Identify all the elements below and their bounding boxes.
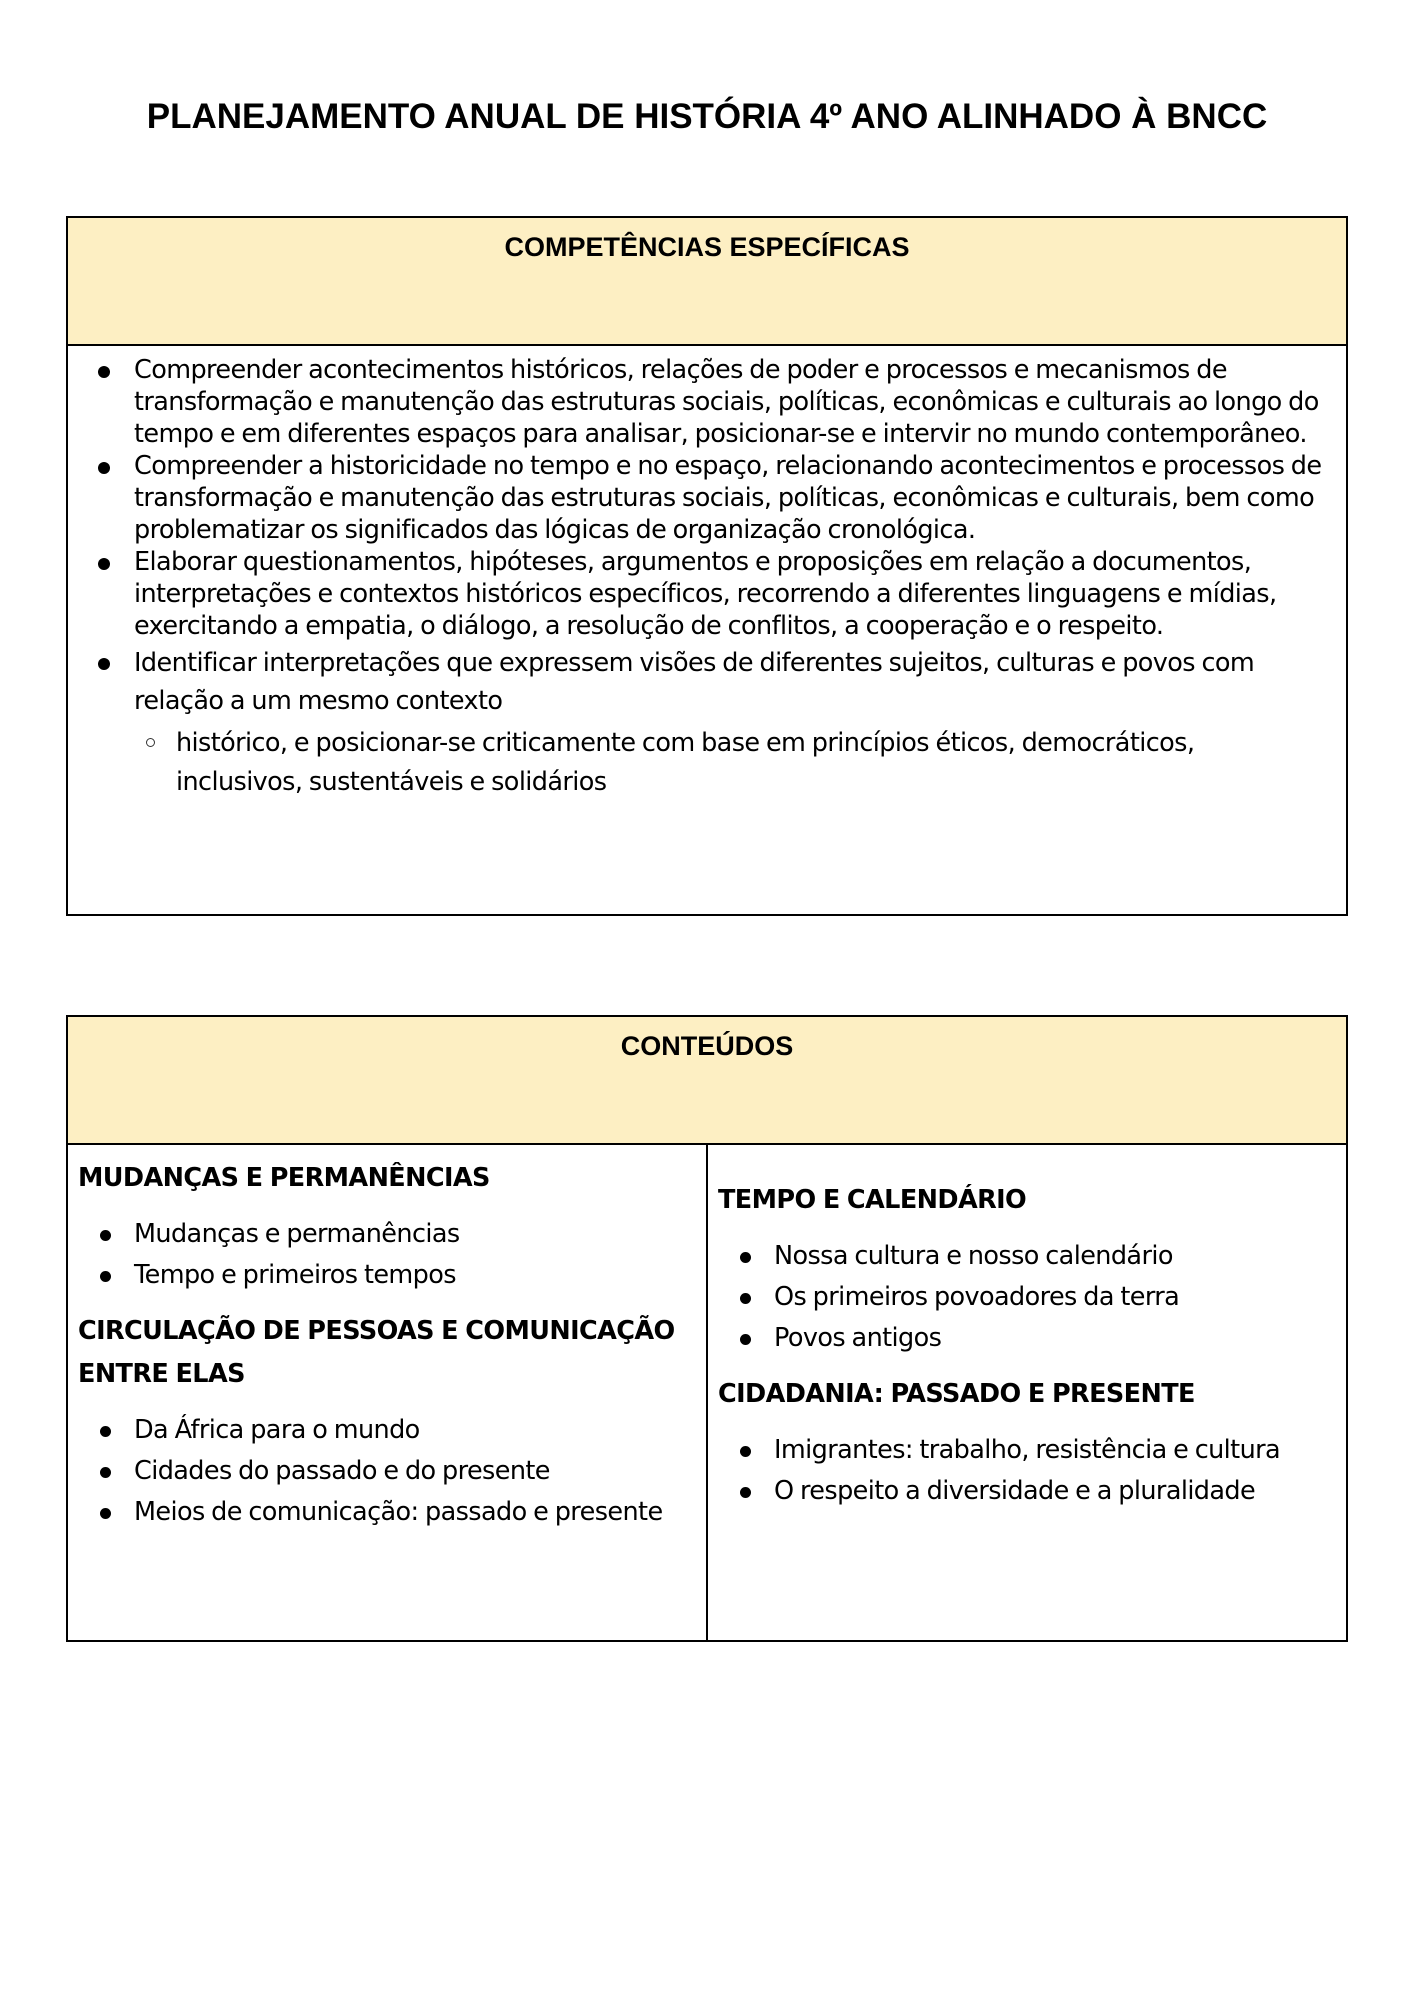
topic-text: Tempo e primeiros tempos [134,1260,456,1290]
topic-item [78,1451,706,1492]
competencia-text: Compreender acontecimentos históricos, relações de poder e processos e mecanismos de transformação e manutenção das estruturas sociais, políticas, econômicas e culturais ao longo do tempo e em diferentes espaços para analisar, posicionar-se e intervir no mundo contemporâneo. [134,355,1319,449]
topic-text: Mudanças e permanências [134,1219,460,1249]
conteudos-heading: CONTEÚDOS [68,1017,1346,1145]
conteudos-right-column [706,1145,1346,1640]
topic-text: Da África para o mundo [134,1415,420,1445]
topic-item [718,1277,1346,1318]
bullet-icon [98,366,110,378]
bullet-icon [740,1446,751,1457]
topic-item [78,1410,706,1451]
competencia-item [68,354,1346,450]
bullet-icon [100,1271,111,1282]
bullet-icon [740,1334,751,1345]
competencias-list [68,354,1346,720]
competencia-sub-item [68,724,1346,802]
bullet-icon [740,1293,751,1304]
section-title-circulacao: CIRCULAÇÃO DE PESSOAS E COMUNICAÇÃO ENTRE ELAS [78,1316,675,1389]
topic-item [718,1318,1346,1359]
competencia-text: Identificar interpretações que expressem visões de diferentes sujeitos, culturas e povos com relação a um mesmo contexto [134,648,1255,716]
bullet-icon [100,1230,111,1241]
conteudos-columns [68,1145,1346,1640]
bullet-icon [100,1467,111,1478]
competencia-item [68,546,1346,642]
competencia-text: Compreender a historicidade no tempo e no espaço, relacionando acontecimentos e processos de transformação e manutenção das estruturas sociais, políticas, econômicas e culturais, bem como problematizar os significados das lógicas de organização cronológica. [134,451,1322,545]
conteudos-left-column [68,1145,706,1640]
bullet-icon [100,1508,111,1519]
topic-list [78,1410,706,1533]
bullet-icon [740,1487,751,1498]
section-title-mudancas: MUDANÇAS E PERMANÊNCIAS [78,1163,490,1193]
section-title-tempo: TEMPO E CALENDÁRIO [718,1185,1027,1215]
topic-item [78,1255,706,1296]
topic-item [718,1430,1346,1471]
competencias-table [66,216,1348,916]
document-title: PLANEJAMENTO ANUAL DE HISTÓRIA 4º ANO ALINHADO À BNCC [146,97,1268,137]
topic-text: Nossa cultura e nosso calendário [774,1241,1173,1271]
topic-item [78,1214,706,1255]
competencias-heading: COMPETÊNCIAS ESPECÍFICAS [68,218,1346,346]
topic-text: Os primeiros povoadores da terra [774,1282,1180,1312]
competencia-item [68,644,1346,720]
section-title-cidadania: CIDADANIA: PASSADO E PRESENTE [718,1379,1195,1409]
bullet-icon [98,558,110,570]
topic-item [78,1492,706,1533]
topic-text: Imigrantes: trabalho, resistência e cultura [774,1435,1281,1465]
competencias-body [68,346,1346,802]
bullet-icon [98,658,110,670]
competencia-item [68,450,1346,546]
topic-list [78,1214,706,1296]
topic-list [718,1236,1346,1359]
bullet-icon [98,462,110,474]
competencia-text: Elaborar questionamentos, hipóteses, argumentos e proposições em relação a documentos, interpretações e contextos históricos específicos, recorrendo a diferentes linguagens e mídias, exercitando a empatia, o diálogo, a resolução de conflitos, a cooperação e o respeito. [134,547,1277,641]
topic-list [718,1430,1346,1512]
topic-item [718,1471,1346,1512]
topic-text: Meios de comunicação: passado e presente [134,1497,663,1527]
conteudos-table [66,1015,1348,1642]
bullet-icon [100,1426,111,1437]
topic-text: O respeito a diversidade e a pluralidade [774,1476,1256,1506]
topic-item [718,1236,1346,1277]
competencia-sub-text: histórico, e posicionar-se criticamente com base em princípios éticos, democráticos, inclusivos, sustentáveis e solidários [176,728,1195,797]
topic-text: Cidades do passado e do presente [134,1456,550,1486]
topic-text: Povos antigos [774,1323,942,1353]
bullet-icon [740,1252,751,1263]
hollow-bullet-icon [146,738,155,747]
